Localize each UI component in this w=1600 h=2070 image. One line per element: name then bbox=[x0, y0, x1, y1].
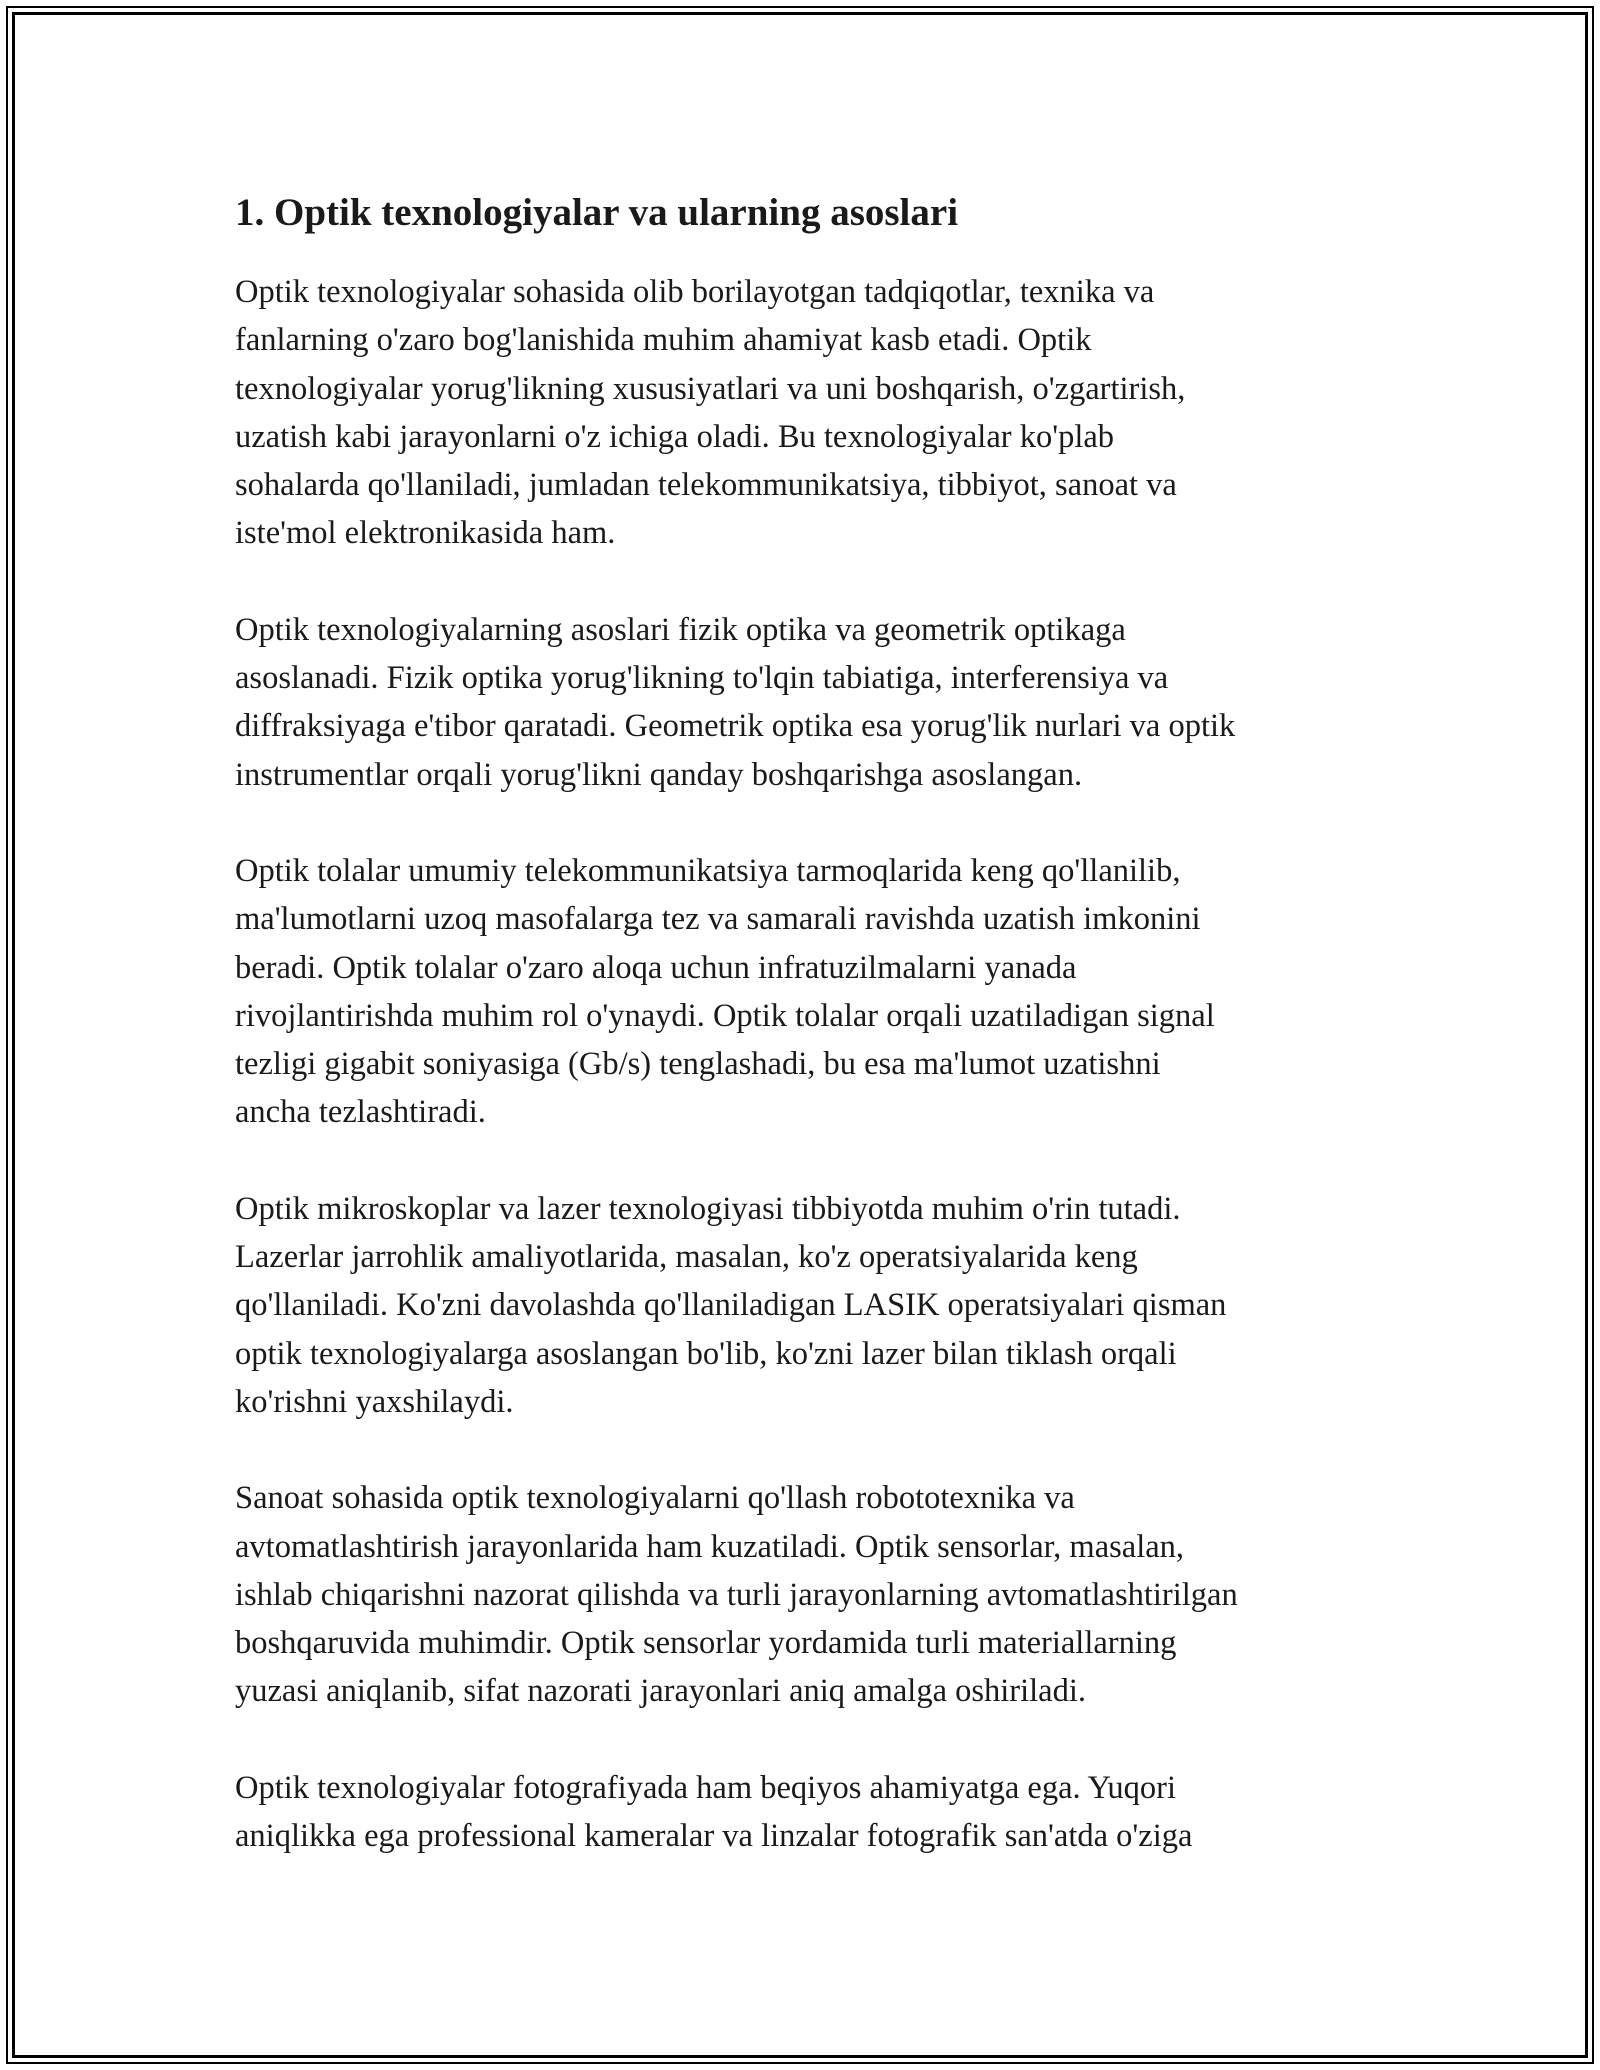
document-body bbox=[235, 186, 1385, 1908]
paragraph-medicine: Optik mikroskoplar va lazer texnologiyasi tibbiyotda muhim o'rin tutadi. Lazerlar jarrohlik amaliyotlarida, masalan, ko'z operatsiyalarida keng qo'llaniladi. Ko'zni davolashda qo'llaniladigan LASIK operatsiyalari qisman optik texnologiyalarga asoslangan bo'lib, ko'zni lazer bilan tiklash orqali ko'rishni yaxshilaydi. bbox=[235, 1190, 1227, 1420]
paragraph-industry: Sanoat sohasida optik texnologiyalarni qo'llash robototexnika va avtomatlashtirish jarayonlarida ham kuzatiladi. Optik sensorlar, masalan, ishlab chiqarishni nazorat qilishda va turli jarayonlarning avtomatlashtirilgan boshqaruvida muhimdir. Optik sensorlar yordamida turli materiallarning yuzasi aniqlanib, sifat nazorati jarayonlari aniq amalga oshiriladi. bbox=[235, 1480, 1238, 1710]
paragraph-foundations: Optik texnologiyalarning asoslari fizik optika va geometrik optikaga asoslanadi. Fizik optika yorug'likning to'lqin tabiatiga, interferensiya va diffraksiyaga e'tibor qaratadi. Geometrik optika esa yorug'lik nurlari va optik instrumentlar orqali yorug'likni qanday boshqarishga asoslangan. bbox=[235, 611, 1236, 793]
section-heading: 1. Optik texnologiyalar va ularning asoslari bbox=[235, 191, 959, 234]
paragraph-optical-fibers: Optik tolalar umumiy telekommunikatsiya tarmoqlarida keng qo'llanilib, ma'lumotlarni uzoq masofalarga tez va samarali ravishda uzatish imkonini beradi. Optik tolalar o'zaro aloqa uchun infratuzilmalarni yanada rivojlantirishda muhim rol o'ynaydi. Optik tolalar orqali uzatiladigan signal tezligi gigabit soniyasiga (Gb/s) tenglashadi, bu esa ma'lumot uzatishni ancha tezlashtiradi. bbox=[235, 852, 1215, 1131]
paragraph-photography: Optik texnologiyalar fotografiyada ham beqiyos ahamiyatga ega. Yuqori aniqlikka ega professional kameralar va linzalar fotografik san'atda o'ziga bbox=[235, 1769, 1193, 1855]
paragraph-intro: Optik texnologiyalar sohasida olib borilayotgan tadqiqotlar, texnika va fanlarning o'zaro bog'lanishida muhim ahamiyat kasb etadi. Optik texnologiyalar yorug'likning xususiyatlari va uni boshqarish, o'zgartirish, uzatish kabi jarayonlarni o'z ichiga oladi. Bu texnologiyalar ko'plab sohalarda qo'llaniladi, jumladan telekommunikatsiya, tibbiyot, sanoat va iste'mol elektronikasida ham. bbox=[235, 274, 1186, 552]
